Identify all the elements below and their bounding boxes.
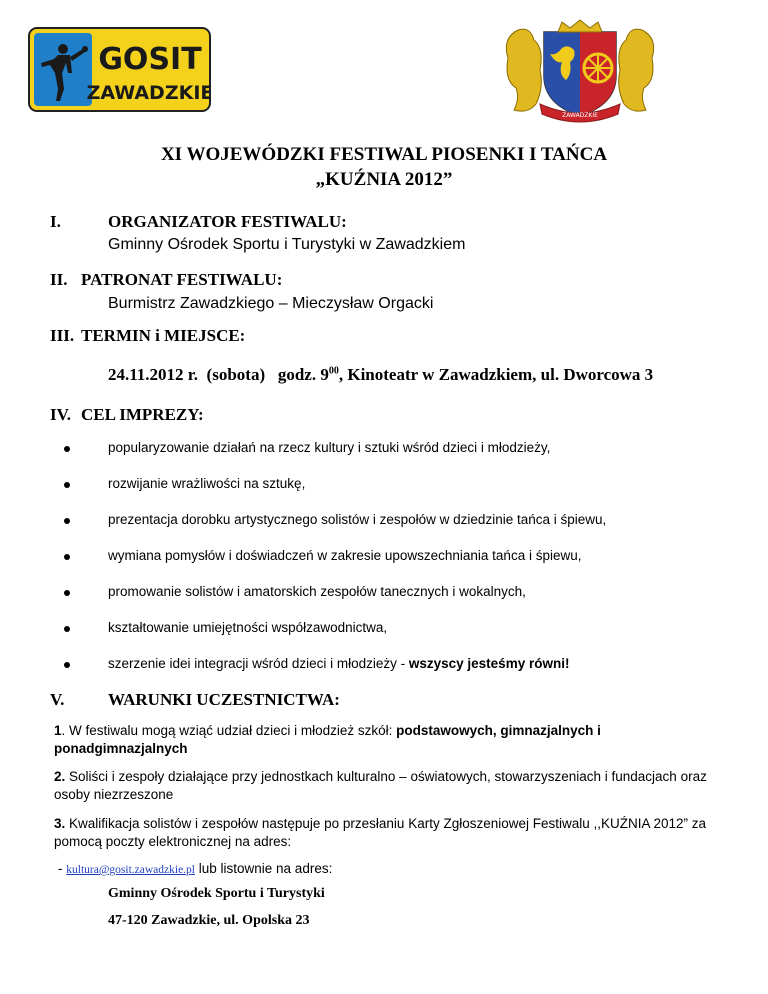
goal-item-2: rozwijanie wrażliwości na sztukę, — [108, 476, 306, 491]
condition-1-text: . W festiwalu mogą wziąć udział dzieci i młodzież szkół: — [61, 723, 397, 738]
zawadzkie-coat-of-arms — [500, 18, 660, 128]
logo-text-gosit: GOSIT — [98, 42, 202, 77]
goal-item-3: prezentacja dorobku artystycznego solistów i zespołów w dziedzinie tańca i śpiewu, — [108, 512, 607, 527]
logo-text-zawadzkie: ZAWADZKIE — [86, 82, 211, 104]
goal-item-7-bold: wszyscy jesteśmy równi! — [408, 656, 570, 671]
event-date-time: 24.11.2012 r. (sobota) godz. 9 — [108, 365, 329, 384]
goal-item-4: wymiana pomysłów i doświadczeń w zakresie upowszechniania tańca i śpiewu, — [108, 548, 582, 563]
section-1-heading: ORGANIZATOR FESTIWALU: — [108, 212, 347, 231]
crest-banner-text: ZAWADZKIE — [562, 112, 598, 119]
festival-subtitle: „KUŹNIA 2012” — [315, 169, 453, 190]
condition-2 — [54, 768, 714, 804]
section-1-number: I. — [50, 212, 61, 231]
section-2-text: Burmistrz Zawadzkiego – Mieczysław Orgacki — [108, 295, 434, 312]
section-4-heading: CEL IMPREZY: — [81, 405, 204, 424]
email-link[interactable]: kultura@gosit.zawadzkie.pl — [66, 864, 195, 876]
condition-3 — [54, 815, 714, 851]
condition-1 — [54, 722, 714, 758]
bullet-dot — [64, 518, 70, 524]
goal-item-7-text: szerzenie idei integracji wśród dzieci i młodzieży - — [108, 656, 409, 671]
section-4-number: IV. — [50, 405, 71, 424]
contact-line — [58, 860, 718, 879]
section-3-number: III. — [50, 326, 75, 345]
festival-title: XI WOJEWÓDZKI FESTIWAL PIOSENKI I TAŃCA — [160, 144, 608, 165]
gosit-logo — [28, 27, 211, 112]
bullet-dot — [64, 482, 70, 488]
section-5-heading: WARUNKI UCZESTNICTWA: — [108, 690, 340, 709]
goal-item-5: promowanie solistów i amatorskich zespołów tanecznych i wokalnych, — [108, 584, 526, 599]
address-line-1: Gminny Ośrodek Sportu i Turystyki — [108, 886, 325, 901]
section-2-number: II. — [50, 270, 68, 289]
event-time-minutes: 00 — [328, 365, 339, 377]
section-1-text: Gminny Ośrodek Sportu i Turystyki w Zawadzkiem — [108, 236, 466, 253]
condition-3-number: 3. — [54, 816, 66, 831]
bullet-dot — [64, 626, 70, 632]
bullet-dot — [64, 590, 70, 596]
condition-2-number: 2. — [54, 769, 66, 784]
goal-item-1: popularyzowanie działań na rzecz kultury i sztuki wśród dzieci i młodzieży, — [108, 440, 551, 455]
section-3-details — [108, 365, 653, 385]
condition-1-number: 1 — [54, 723, 62, 738]
condition-1-bold: podstawowych, gimnazjalnych i ponadgimnazjalnych — [54, 723, 601, 756]
contact-after-email: lub listownie na adres: — [195, 861, 333, 876]
condition-3-text: Kwalifikacja solistów i zespołów następuje po przesłaniu Karty Zgłoszeniowej Festiwalu ,,KUŹNIA 2012” za pomocą poczty elektronicznej na adres: — [54, 816, 707, 849]
event-place: , Kinoteatr w Zawadzkiem, ul. Dworcowa 3 — [338, 365, 654, 384]
section-3-heading: TERMIN i MIEJSCE: — [81, 326, 246, 345]
goal-item-6: kształtowanie umiejętności współzawodnictwa, — [108, 620, 388, 635]
contact-dash: - — [58, 861, 67, 876]
bullet-dot — [64, 662, 70, 668]
section-5-number: V. — [50, 690, 65, 709]
bullet-dot — [64, 554, 70, 560]
section-2-heading: PATRONAT FESTIWALU: — [81, 270, 283, 289]
condition-2-text: Soliści i zespoły działające przy jednostkach kulturalno – oświatowych, stowarzyszeniach i fundacjach oraz osoby niezrzeszone — [54, 769, 707, 802]
bullet-dot — [64, 446, 70, 452]
address-line-2: 47-120 Zawadzkie, ul. Opolska 23 — [108, 913, 310, 928]
goal-item-7 — [108, 656, 569, 671]
